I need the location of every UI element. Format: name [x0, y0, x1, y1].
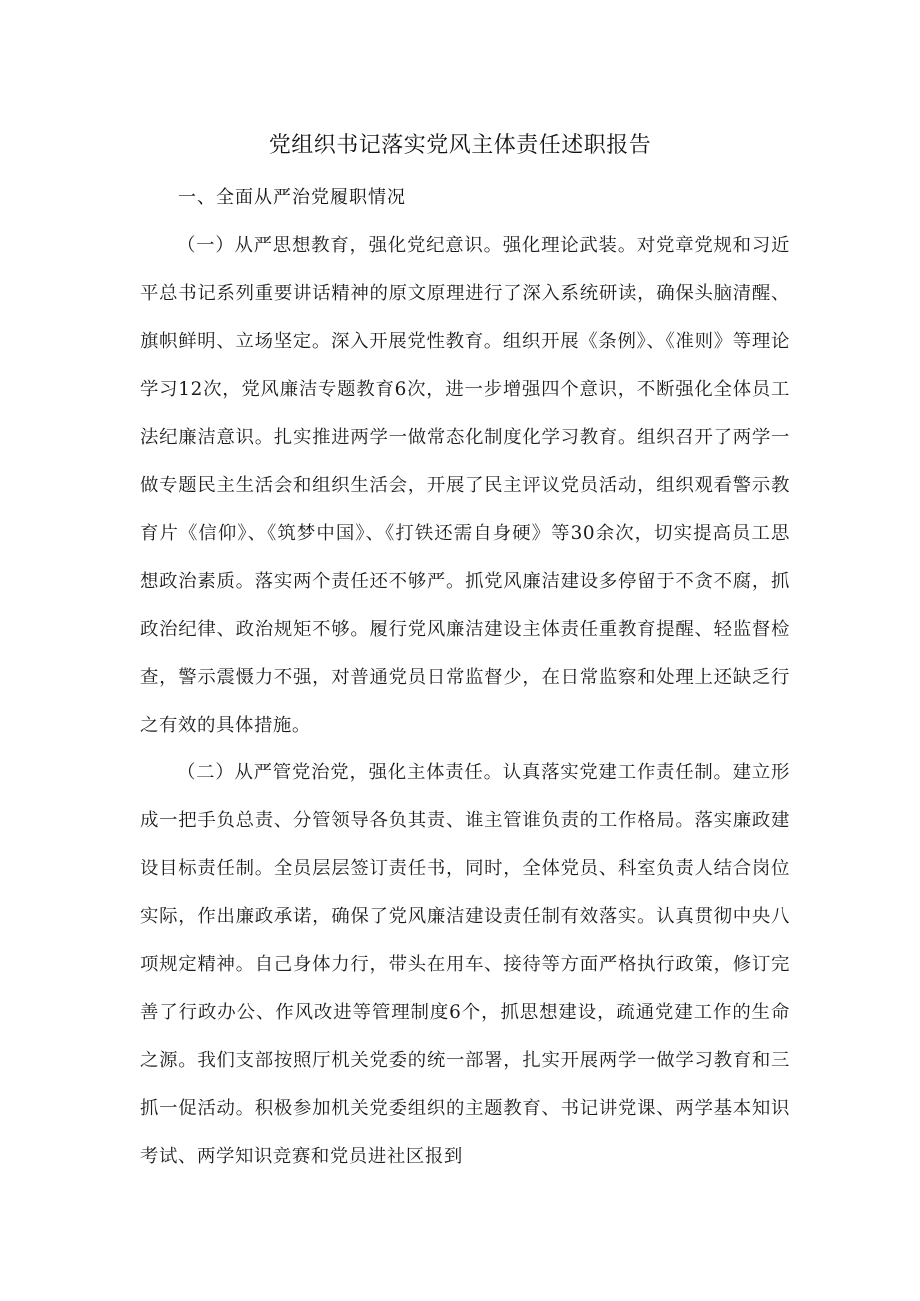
- paragraph-2: （二）从严管党治党，强化主体责任。认真落实党建工作责任制。建立形成一把手负总责、分管领导各负其责、谁主管谁负责的工作格局。落实廉政建设目标责任制。全员层层签订责任书，同时，全体党员、科室负责人结合岗位实际，作出廉政承诺，确保了党风廉洁建设责任制有效落实。认真贯彻中央八项规定精神。自己身体力行，带头在用车、接待等方面严格执行政策，修订完善了行政办公、作风改进等管理制度6个，抓思想建设，疏通党建工作的生命之源。我们支部按照厅机关党委的统一部署，扎实开展两学一做学习教育和三抓一促活动。积极参加机关党委组织的主题教育、书记讲党课、两学基本知识考试、两学知识竞赛和党员进社区报到: [140, 762, 790, 1167]
- section-heading: 一、全面从严治党履职情况: [178, 187, 406, 208]
- paragraph-1: （一）从严思想教育，强化党纪意识。强化理论武装。对党章党规和习近平总书记系列重要讲话精神的原文原理进行了深入系统研读，确保头脑清醒、旗帜鲜明、立场坚定。深入开展党性教育。组织开展《条例》、《准则》等理论学习12次，党风廉洁专题教育6次，进一步增强四个意识，不断强化全体员工法纪廉洁意识。扎实推进两学一做常态化制度化学习教育。组织召开了两学一做专题民主生活会和组织生活会，开展了民主评议党员活动，组织观看警示教育片《信仰》、《筑梦中国》、《打铁还需自身硬》等30余次，切实提高员工思想政治素质。落实两个责任还不够严。抓党风廉洁建设多停留于不贪不腐，抓政治纪律、政治规矩不够。履行党风廉洁建设主体责任重教育提醒、轻监督检查，警示震慑力不强，对普通党员日常监督少，在日常监察和处理上还缺乏行之有效的具体措施。: [140, 235, 790, 736]
- document-title: 党组织书记落实党风主体责任述职报告: [268, 133, 652, 158]
